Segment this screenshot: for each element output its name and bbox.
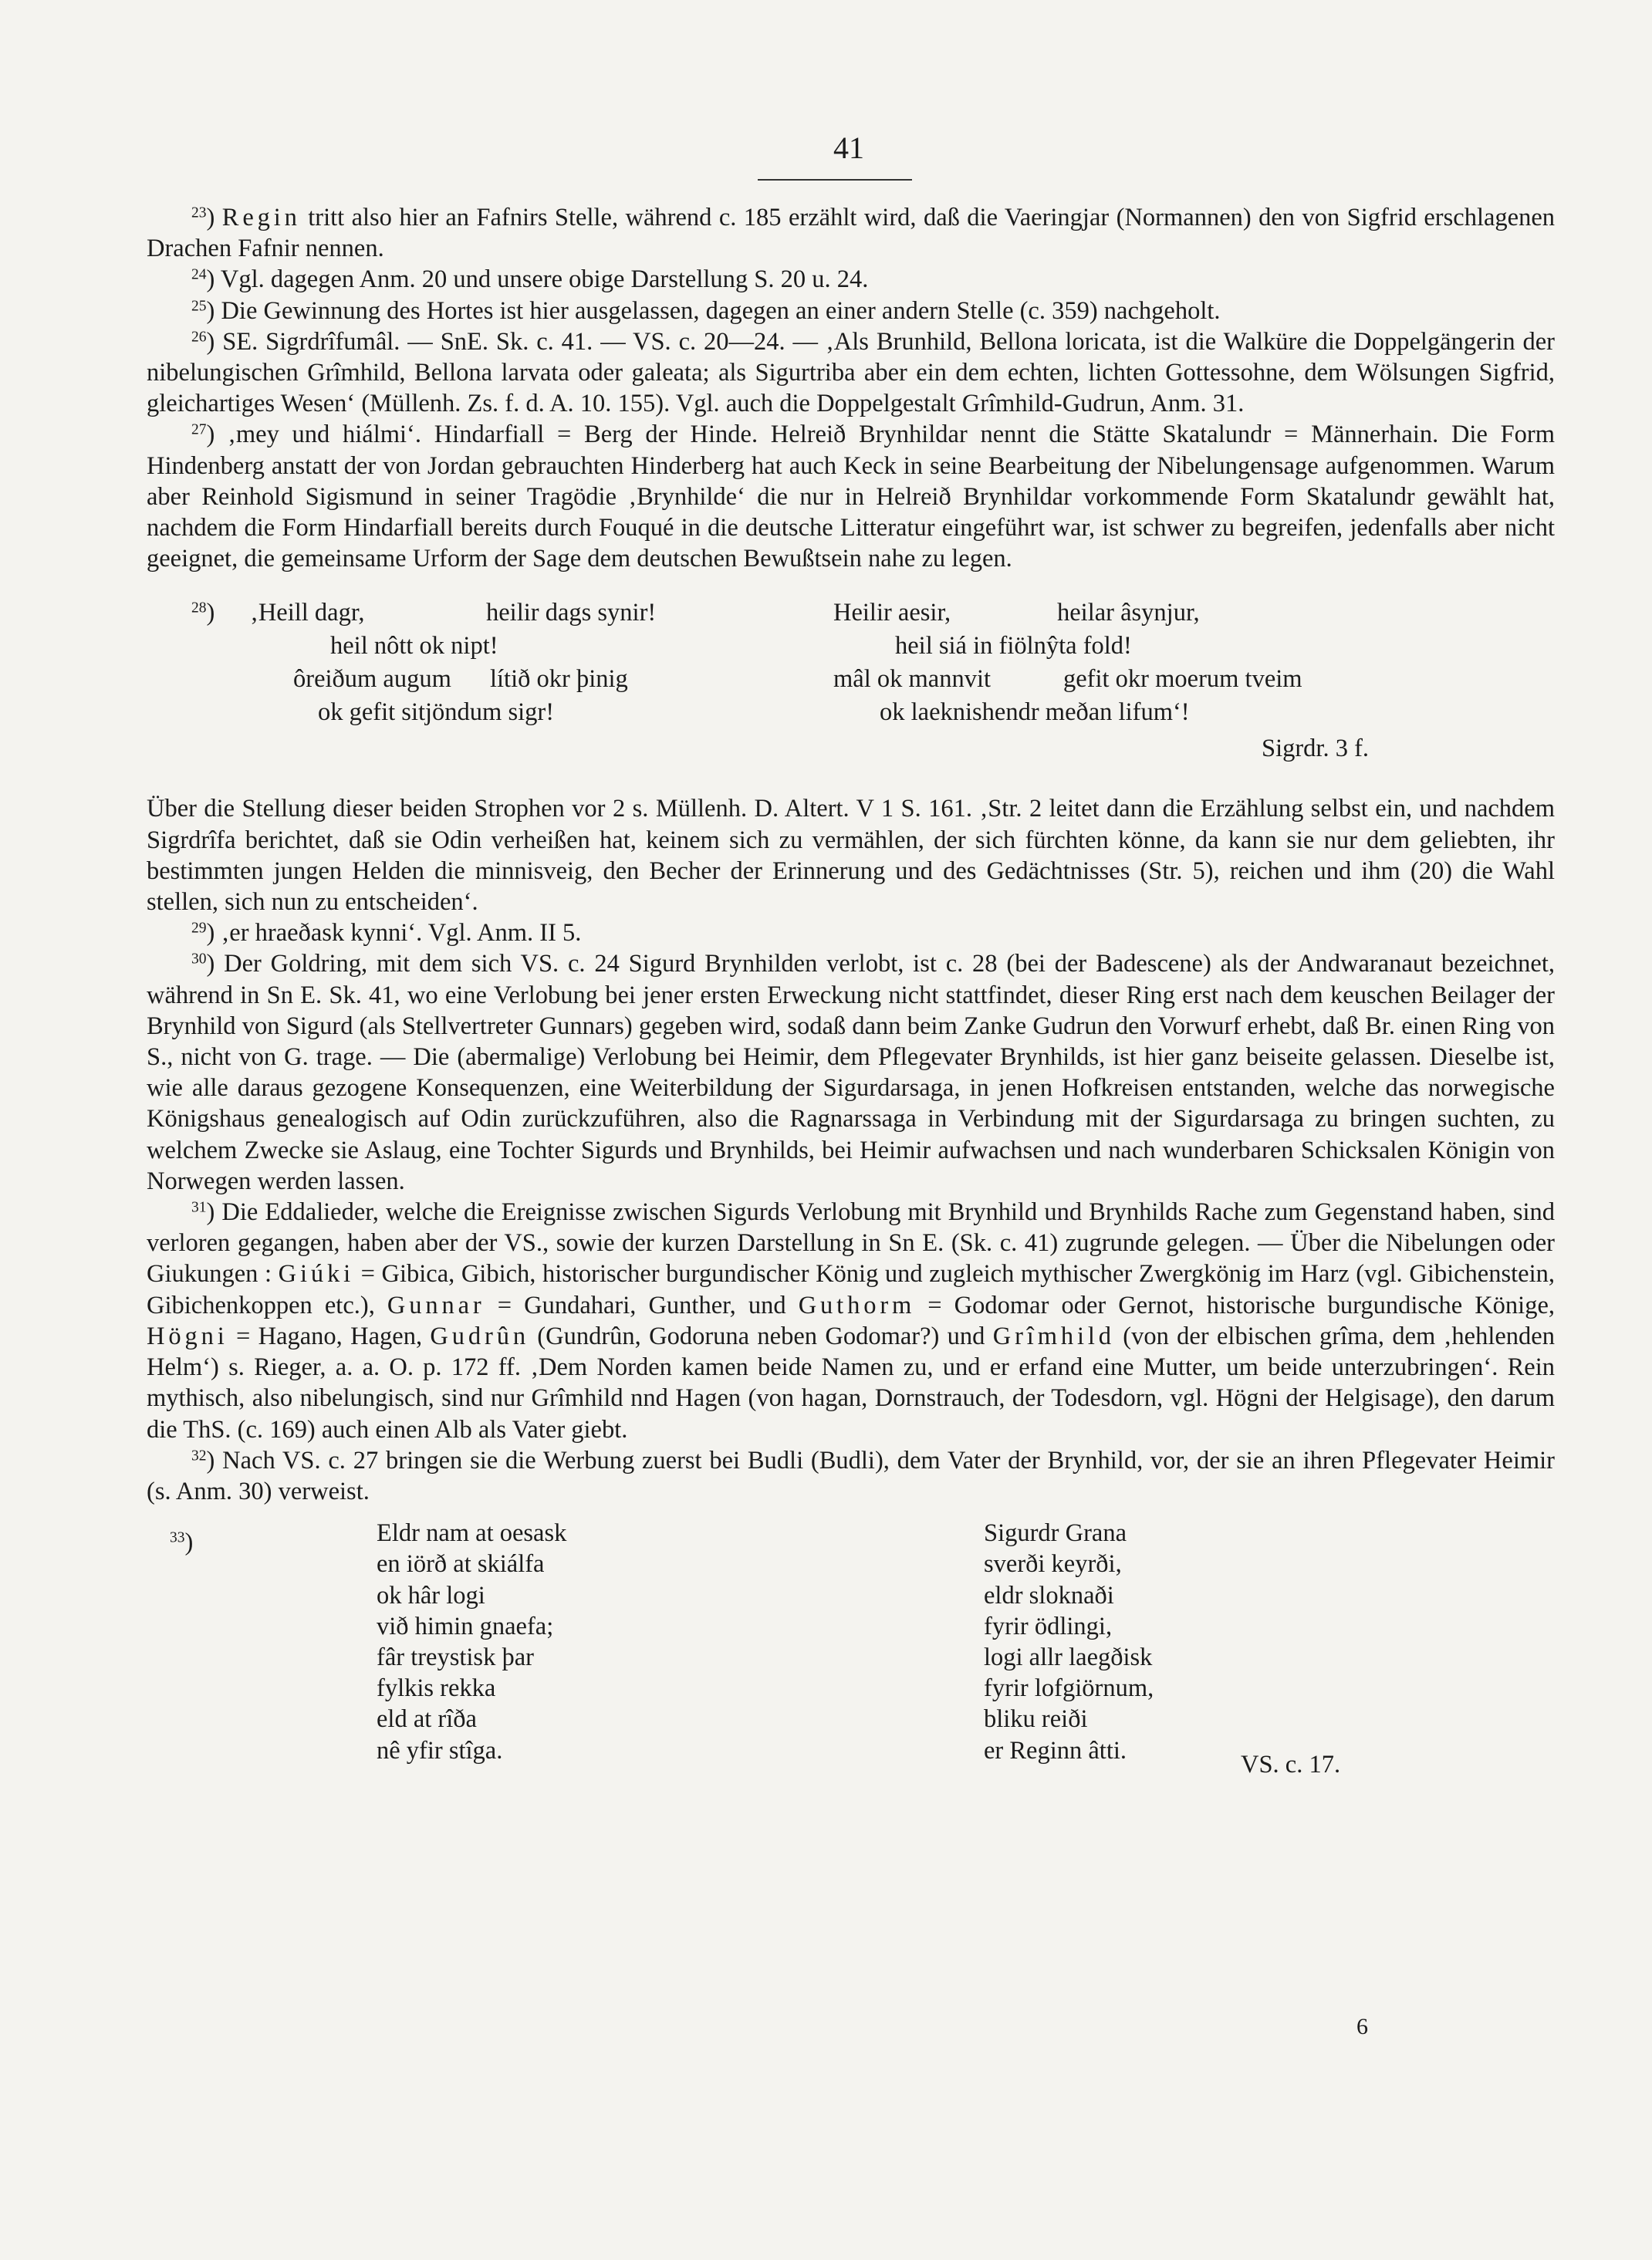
note-text: ‚mey und hiálmi‘. Hindarfiall = Berg der Hinde. Helreið Brynhildar nennt die Stätte Skatalundr = Männerhain. Die Form Hindenberg anstatt der von Jordan gebrauchten Hinderberg hat auch Keck in seine Bearbeitung der Nibelungensage aufgenommen. Warum aber Reinhold Sigismund in seiner Tragödie ‚Brynhilde‘ die nur in Helreið Brynhildar vorkommende Form Skatalundr gewählt hat, nachdem die Form Hindarfiall bereits durch Fouqué in die deutsche Litteratur eingeführt war, ist schwer zu begreifen, jedenfalls aber nicht geeignet, die gemeinsame Urform der Sage dem deutschen Bewußtsein nahe zu legen. [147,421,1556,573]
note-number: 29 [191,920,207,937]
verse-line: fyrir lofgiörnum, [984,1674,1154,1703]
note-28-verse [147,597,1555,793]
verse-line: Heilir aesir, [833,599,951,627]
header-rule [758,179,912,181]
note-number: 26 [191,329,207,346]
note-number: 30 [191,951,207,968]
note-number: 24 [191,266,207,283]
verse-line: heilir dags synir! [486,599,657,627]
note-29: $^{29}$) ‚er hraeðask kynni‘. Vgl. Anm. II 5. [191,919,582,948]
note-text: Nach VS. c. 27 bringen sie die Werbung zuerst bei Budli (Budli), dem Vater der Brynhild, vor, der sie an ihren Pflegevater Heimir (s. Anm. 30) verweist. [147,1446,1555,1505]
note-text: (von der elbischen grîma, dem ‚hehlenden Helm‘) s. Rieger, a. a. O. p. 172 ff. ‚Dem Norden kamen beide Namen zu, und er erfand eine Mutter, um beide unterzubringen‘. Rein mythisch, also nibelungisch, sind nur Grîmhild nnd Hagen (von hagan, Dornstrauch, der Todesdorn, vgl. Högni der Helgisage), den darum die ThS. (c. 169) auch einen Alb als Vater giebt. [147,1322,1555,1444]
name-guthorm: Guthorm [798,1291,916,1319]
verse-line: heilar âsynjur, [1057,599,1200,627]
verse-source: VS. c. 17. [1241,1751,1341,1779]
name-grimhild: Grîmhild [992,1322,1115,1350]
note-25: $^{25}$) Die Gewinnung des Hortes ist hier ausgelassen, dagegen an einer andern Stelle (c. 359) nachgeholt. [191,296,1221,325]
note-text: = Gundahari, Gunther, und [485,1291,799,1319]
note-26: $^{26}$) SE. Sigrdrîfumâl. — SnE. Sk. c. 41. — VS. c. 20—24. — ‚Als Brunhild, Bellona loricata, ist die Walküre die Doppelgängerin der nibelungischen Grîmhild, Bellona larvata oder galeata; als Sigurtriba aber ein dem echten, lichten Gottessohne, dem Wölsungen Sigfrid, gleichartiges Wesen‘ (Müllenh. Zs. f. d. A. 10. 155). Vgl. auch die Doppelgestalt Grîmhild-Gudrun, Anm. 31. [147,327,1556,418]
verse-line: en iörð at skiálfa [377,1550,545,1579]
verse-line: við himin gnaefa; [377,1612,554,1640]
name-giuki: Giúki [278,1260,355,1289]
verse-line: ok laeknishendr meðan lifum‘! [880,698,1190,727]
emphasized-name: Regin [221,204,301,231]
verse-line: ok hâr logi [377,1581,485,1610]
verse-line: fâr treystisk þar [377,1643,534,1671]
verse-line: Sigurdr Grana [984,1519,1127,1548]
page-number: 41 [833,130,864,165]
verse-source: Sigrdr. 3 f. [1262,735,1370,763]
footnotes-body [147,202,1555,1803]
note-number: 25 [191,297,207,314]
note-28-commentary: Über die Stellung dieser beiden Strophen vor 2 s. Müllenh. D. Altert. V 1 S. 161. ‚Str. 2 leitet dann die Erzählung selbst ein, und nachdem Sigrdrîfa berichtet, daß sie Odin verheißen hat, keinem sich zu vermählen, der sich fürchten könne, da kann sie nur dem geliebten, ihr bestimmten jungen Helden die minnisveig, den Becher der Erinnerung und des Gedächtnisses (Str. 5), reichen und ihm (20) die Wahl stellen, sich nun zu entscheiden‘. [147,795,1555,917]
note-number: 32 [191,1447,207,1464]
verse-line: gefit okr moerum tveim [1063,665,1302,694]
note-number-33: $^{33}$) [170,1529,194,1557]
note-number: 27 [191,421,207,438]
verse-line: heil nôtt ok nipt! [330,632,498,660]
note-text: Die Gewinnung des Hortes ist hier ausgelassen, dagegen an einer andern Stelle (c. 359) nachgeholt. [221,296,1221,325]
verse-line: eldr sloknaði [984,1581,1114,1610]
note-31: $^{31}$) Die Eddalieder, welche die Ereignisse zwischen Sigurds Verlobung mit Brynhild und Brynhilds Rache zum Gegenstand haben, sind verloren gegangen, haben aber der VS., sowie der kurzen Darstellung in Sn E. (Sk. c. 41) zugrunde gelegen. — Über die Nibelungen oder Giukungen : Giúki = Gibica, Gibich, historischer burgundischer König und zugleich mythischer Zwergkönig im Harz (vgl. Gibichenstein, Gibichenkoppen etc.), Gunnar = Gundahari, Gunther, und Guthorm = Godomar oder Gernot, historische burgundische Könige, Högni = Hagano, Hagen, Gudrûn (Gundrûn, Godoruna neben Godomar?) und Grîmhild (von der elbischen grîma, dem ‚hehlenden Helm‘) s. Rieger, a. a. O. p. 172 ff. ‚Dem Norden kamen beide Namen zu, und er erfand eine Mutter, um beide unterzubringen‘. Rein mythisch, also nibelungisch, sind nur Grîmhild nnd Hagen (von hagan, Dornstrauch, der Todesdorn, vgl. Högni der Helgisage), den darum die ThS. (c. 169) auch einen Alb als Vater giebt. [147,1198,1556,1444]
verse-line: ok gefit sitjöndum sigr! [318,698,555,727]
note-24: $^{24}$) Vgl. dagegen Anm. 20 und unsere obige Darstellung S. 20 u. 24. [191,265,869,294]
note-text: (Gundrûn, Godoruna neben Godomar?) und [529,1322,993,1350]
note-number: 31 [191,1199,207,1216]
verse-right-column [984,1518,1154,1766]
verse-line: sverði keyrði, [984,1550,1122,1579]
note-text: Die Eddalieder, welche die Ereignisse zwischen Sigurds Verlobung mit Brynhild und Brynhilds Rache zum Gegenstand haben, sind verloren gegangen, haben aber der VS., sowie der kurzen Darstellung in Sn E. (Sk. c. 41) zugrunde gelegen. — Über die Nibelungen oder Giukungen : [147,1198,1556,1289]
verse-line: nê yfir stîga. [377,1736,503,1765]
note-text: = Godomar oder Gernot, historische burgundische Könige, [915,1291,1555,1319]
note-text: Der Goldring, mit dem sich VS. c. 24 Sigurd Brynhilden verlobt, ist c. 28 (bei der Badescene) als der Andwaranaut bezeichnet, während in Sn E. Sk. 41, wo eine Verlobung bei jener ersten Erweckung nicht stattfindet, dieser Ring erst nach dem keuschen Beilager der Brynhild von Sigurd (als Stellvertreter Gunnars) gegeben wird, sodaß dann beim Zanke Gudrun den Vorwurf erhebt, daß Br. einen Ring von S., nicht von G. trage. — Die (abermalige) Verlobung bei Heimir, dem Pflegevater Brynhilds, ist hier ganz beiseite gelassen. Dieselbe ist, wie alle daraus gezogene Konsequenzen, eine Weiterbildung der Sigurdarsaga, in jenen Hofkreisen entstanden, welche das norwegische Königshaus genealogisch auf Odin zurückzuführen, also die Ragnarssaga in Verbindung mit der Sigurdarsaga zu bringen suchten, zu welchem Zwecke sie Aslaug, eine Tochter Sigurds und Brynhilds, bei Heimir aufwachsen und nach wunderbaren Schicksalen Königin von Norwegen werden lassen. [147,950,1555,1195]
verse-line: mâl ok mannvit [833,665,991,694]
note-text: tritt also hier an Fafnirs Stelle, während c. 185 erzählt wird, daß die Vaeringjar (Normannen) den von Sigfrid erschlagenen Drachen Fafnir nennen. [147,204,1556,263]
note-number: 23 [191,204,207,221]
note-text: = Hagano, Hagen, [228,1322,431,1350]
name-gudrun: Gudrûn [430,1322,529,1350]
note-23: $^{23}$) Regin tritt also hier an Fafnirs Stelle, während c. 185 erzählt wird, daß die Vaeringjar (Normannen) den von Sigfrid erschlagenen Drachen Fafnir nennen. [147,204,1556,263]
note-text: ‚er hraeðask kynni‘. Vgl. Anm. II 5. [221,919,582,948]
name-gunnar: Gunnar [387,1291,485,1319]
note-32: $^{32}$) Nach VS. c. 27 bringen sie die Werbung zuerst bei Budli (Budli), dem Vater der Brynhild, vor, der sie an ihren Pflegevater Heimir (s. Anm. 30) verweist. [147,1446,1555,1505]
verse-line: ‚Heill dagr, [250,599,365,627]
verse-line: logi allr laegðisk [984,1643,1153,1671]
note-text: SE. Sigrdrîfumâl. — SnE. Sk. c. 41. — VS. c. 20—24. — ‚Als Brunhild, Bellona loricata, ist die Walküre die Doppelgängerin der nibelungischen Grîmhild, Bellona larvata oder galeata; als Sigurtriba aber ein dem echten, lichten Gottessohne, dem Wölsungen Sigfrid, gleichartiges Wesen‘ (Müllenh. Zs. f. d. A. 10. 155). Vgl. auch die Doppelgestalt Grîmhild-Gudrun, Anm. 31. [147,327,1556,418]
verse-line: Eldr nam at oesask [377,1519,567,1548]
verse-line: heil siá in fiölnŷta fold! [895,632,1132,660]
verse-line: eld at rîða [377,1705,477,1734]
note-text: Vgl. dagegen Anm. 20 und unsere obige Darstellung S. 20 u. 24. [220,265,869,294]
name-hogni: Högni [147,1322,228,1350]
verse-line: bliku reiði [984,1705,1088,1734]
note-27: $^{27}$) ‚mey und hiálmi‘. Hindarfiall = Berg der Hinde. Helreið Brynhildar nennt die Stätte Skatalundr = Männerhain. Die Form Hindenberg anstatt der von Jordan gebrauchten Hinderberg hat auch Keck in seine Bearbeitung der Nibelungensage aufgenommen. Warum aber Reinhold Sigismund in seiner Tragödie ‚Brynhilde‘ die nur in Helreið Brynhildar vorkommende Form Skatalundr gewählt hat, nachdem die Form Hindarfiall bereits durch Fouqué in die deutsche Litteratur eingeführt war, ist schwer zu begreifen, jedenfalls aber nicht geeignet, die gemeinsame Urform der Sage dem deutschen Bewußtsein nahe zu legen. [147,421,1556,573]
verse-line: ôreiðum augum [293,665,451,694]
verse-line: er Reginn âtti. [984,1736,1127,1765]
verse-line: fylkis rekka [377,1674,496,1703]
verse-left-column [377,1518,566,1766]
verse-line: lítið okr þinig [490,665,628,694]
verse-line: fyrir ödlingi, [984,1612,1113,1640]
signature-mark: 6 [1356,2014,1368,2039]
note-30: $^{30}$) Der Goldring, mit dem sich VS. c. 24 Sigurd Brynhilden verlobt, ist c. 28 (bei der Badescene) als der Andwaranaut bezeichnet, während in Sn E. Sk. 41, wo eine Verlobung bei jener ersten Erweckung nicht stattfindet, dieser Ring erst nach dem keuschen Beilager der Brynhild von Sigurd (als Stellvertreter Gunnars) gegeben wird, sodaß dann beim Zanke Gudrun den Vorwurf erhebt, daß Br. einen Ring von S., nicht von G. trage. — Die (abermalige) Verlobung bei Heimir, dem Pflegevater Brynhilds, ist hier ganz beiseite gelassen. Dieselbe ist, wie alle daraus gezogene Konsequenzen, eine Weiterbildung der Sigurdarsaga, in jenen Hofkreisen entstanden, welche das norwegische Königshaus genealogisch auf Odin zurückzuführen, also die Ragnarssaga in Verbindung mit der Sigurdarsaga zu bringen suchten, zu welchem Zwecke sie Aslaug, eine Tochter Sigurds und Brynhilds, bei Heimir aufwachsen und nach wunderbaren Schicksalen Königin von Norwegen werden lassen. [147,950,1555,1195]
note-text: = Gibica, Gibich, historischer burgundischer König und zugleich mythischer Zwergkönig im Harz (vgl. Gibichenstein, Gibichenkoppen etc.), [147,1260,1555,1319]
note-33-verse [147,1516,1555,1803]
note-number-28: $^{28}$) [191,599,215,627]
